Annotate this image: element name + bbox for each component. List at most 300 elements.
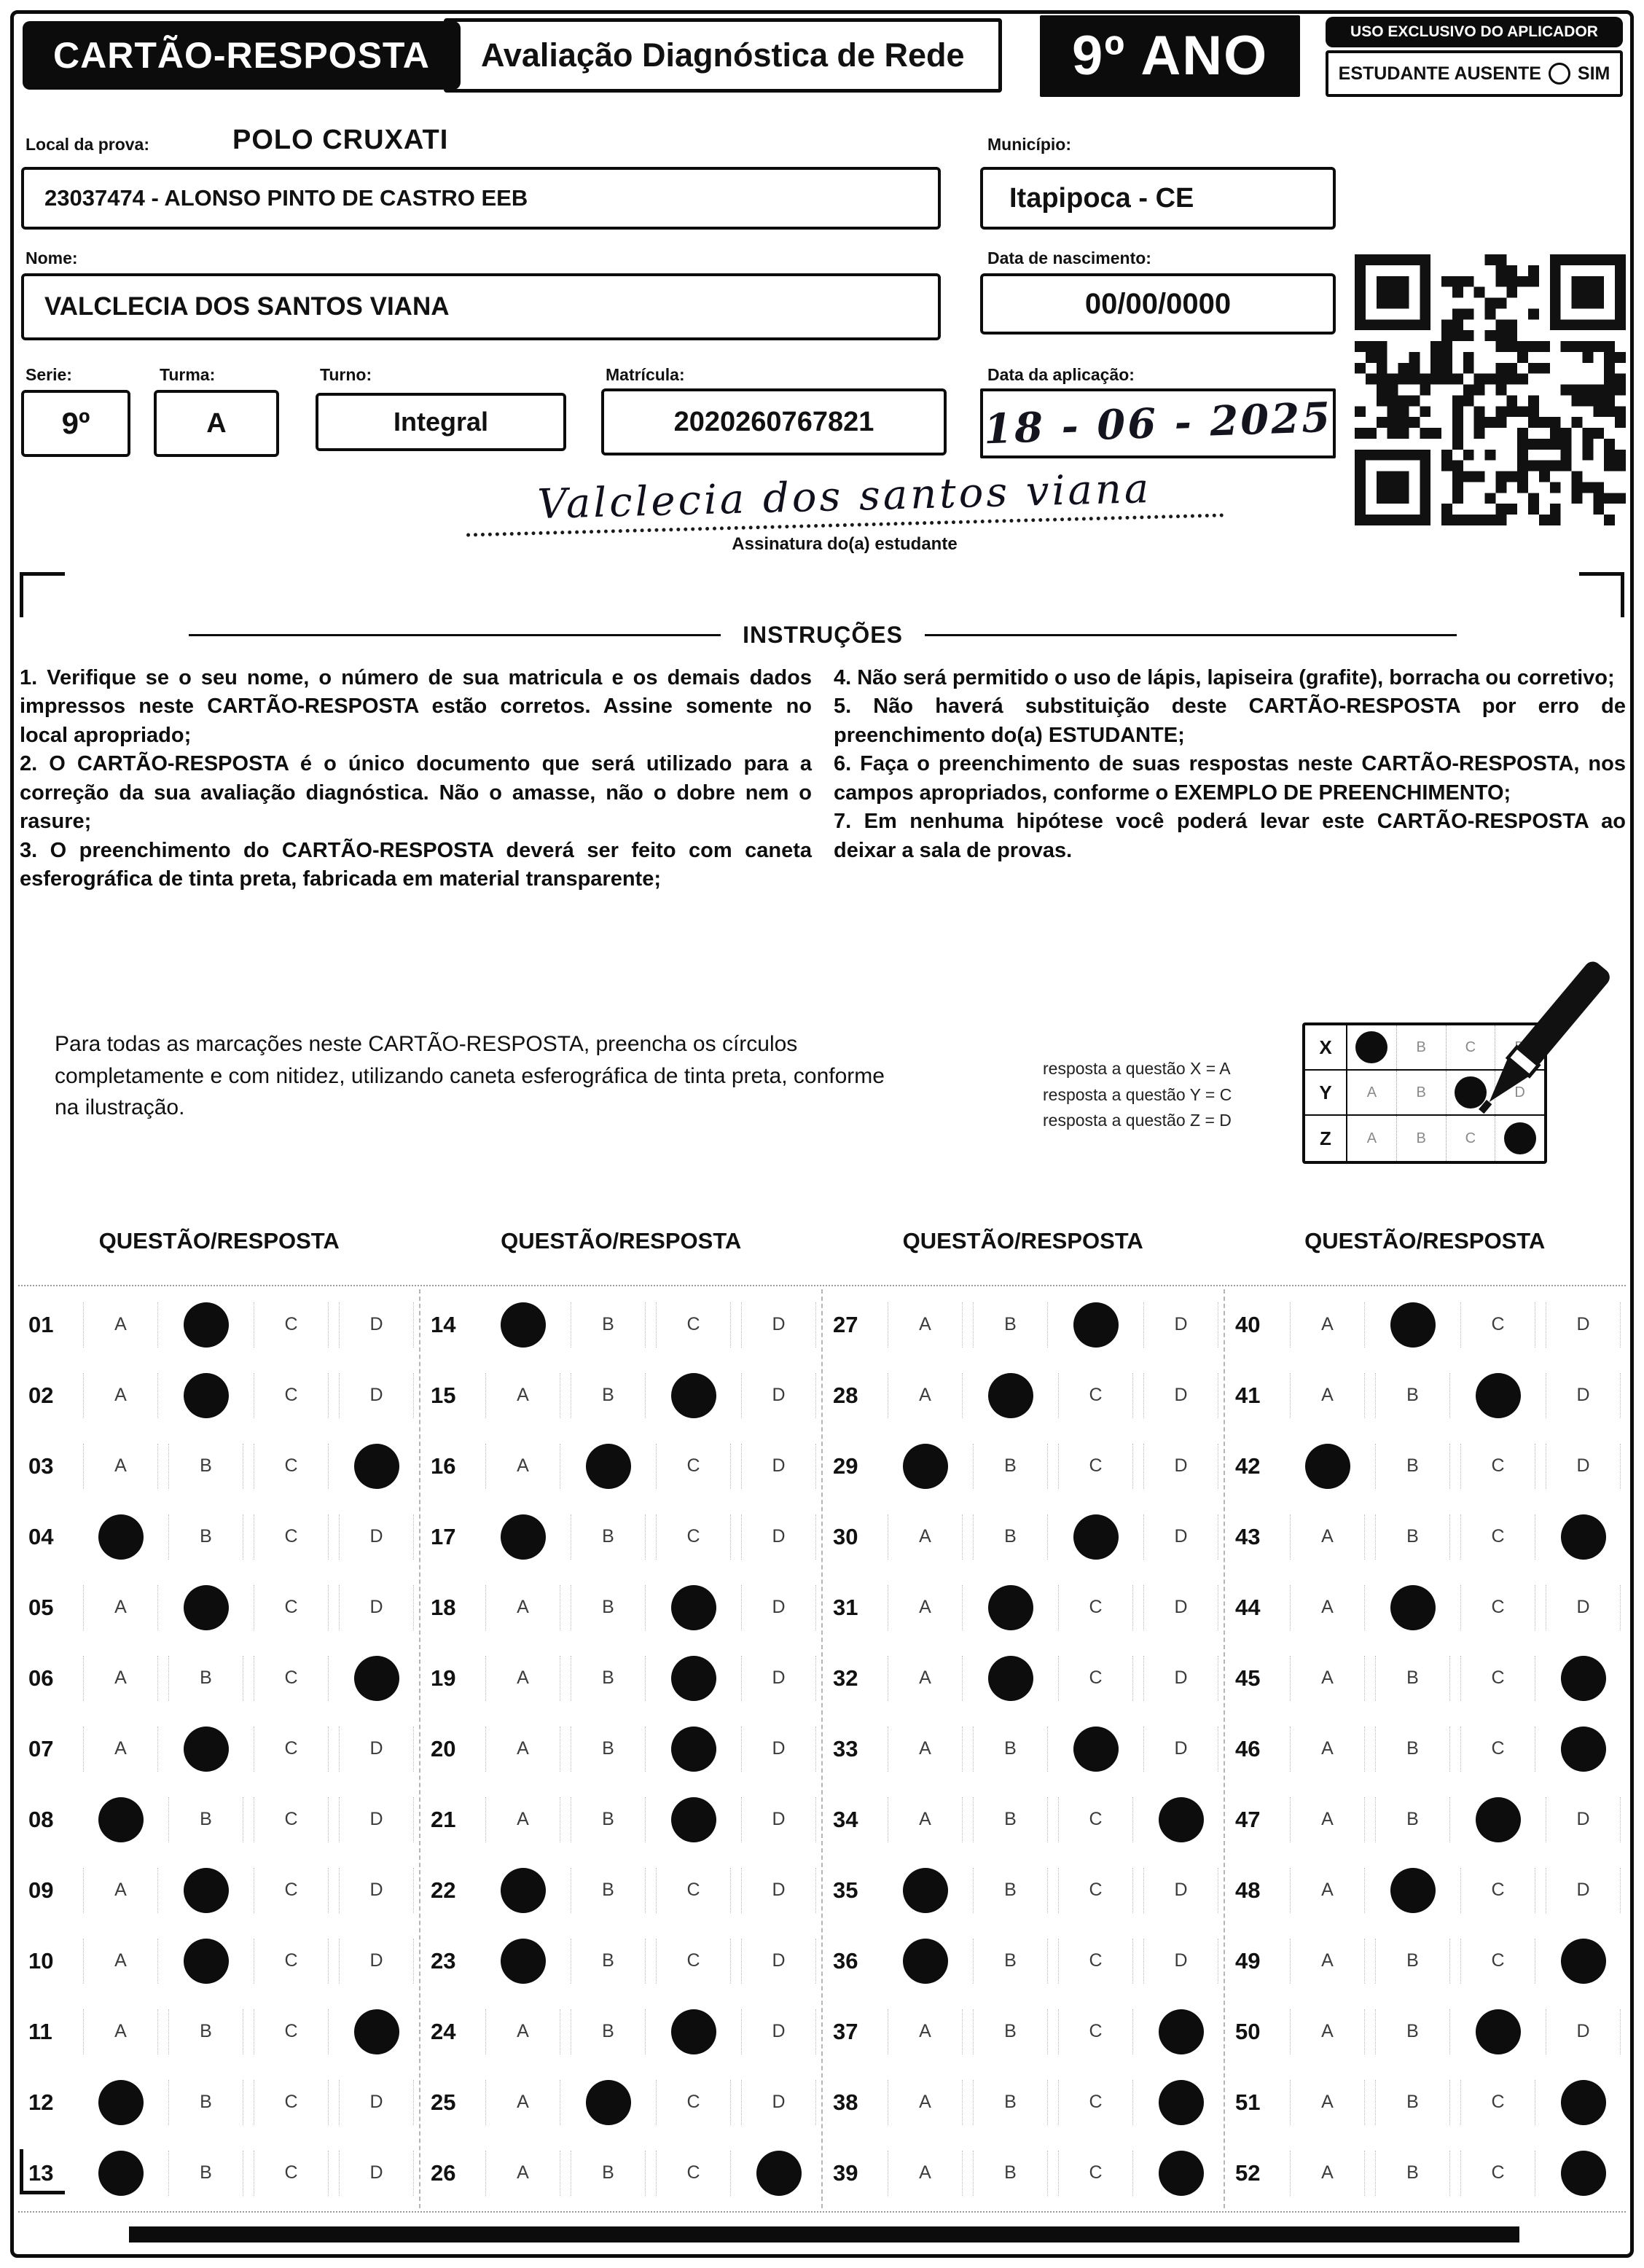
question-number: 45 bbox=[1235, 1665, 1261, 1691]
answer-bubble-C[interactable] bbox=[656, 1373, 731, 1418]
answer-bubble-C[interactable] bbox=[1058, 1302, 1133, 1348]
answer-bubble-D[interactable] bbox=[1546, 1939, 1621, 1984]
answer-bubble-C[interactable] bbox=[656, 1656, 731, 1701]
answer-bubble-A[interactable] bbox=[888, 1939, 963, 1984]
answer-bubble-B[interactable]: B bbox=[168, 2151, 243, 2196]
answer-bubble-A[interactable] bbox=[83, 2151, 158, 2196]
answer-bubble-B[interactable] bbox=[168, 1939, 243, 1984]
answer-bubble-D[interactable]: D bbox=[1143, 1585, 1218, 1630]
answer-bubble-B[interactable]: B bbox=[973, 1797, 1048, 1842]
answer-bubble-A[interactable]: A bbox=[83, 1373, 158, 1418]
answer-bubble-D[interactable] bbox=[1143, 1797, 1218, 1842]
filled-bubble bbox=[1561, 2080, 1606, 2125]
instruction-item: 6. Faça o preenchimento de suas respostas neste CARTÃO-RESPOSTA, nos campos apropriados, conforme o EXEMPLO DE PREENCHIMENTO; bbox=[834, 752, 1626, 805]
answer-column bbox=[18, 1289, 420, 2208]
answer-bubble-A[interactable]: A bbox=[83, 1868, 158, 1913]
answer-bubble-B[interactable]: B bbox=[571, 1373, 646, 1418]
answer-bubble-B[interactable]: B bbox=[973, 1868, 1048, 1913]
answer-bubble-B[interactable]: B bbox=[571, 1797, 646, 1842]
answer-bubble-A[interactable]: A bbox=[83, 1656, 158, 1701]
answer-bubble-D[interactable] bbox=[1546, 1514, 1621, 1560]
answer-bubble-D[interactable]: D bbox=[741, 2080, 816, 2125]
answer-bubble-B[interactable]: B bbox=[571, 2151, 646, 2196]
answer-bubble-C[interactable]: C bbox=[1058, 2080, 1133, 2125]
aplicacao-label: Data da aplicação: bbox=[987, 365, 1135, 384]
answer-column bbox=[1225, 1289, 1626, 2208]
answer-bubble-A[interactable]: A bbox=[485, 1797, 560, 1842]
answer-bubble-C[interactable]: C bbox=[254, 1585, 329, 1630]
municipio-field: Itapipoca - CE bbox=[980, 167, 1336, 230]
signature-caption: Assinatura do(a) estudante bbox=[732, 534, 958, 554]
filled-bubble bbox=[1159, 1797, 1204, 1842]
answer-bubble-A[interactable]: A bbox=[1290, 1514, 1365, 1560]
answer-bubble-D[interactable]: D bbox=[741, 1939, 816, 1984]
question-number: 46 bbox=[1235, 1735, 1261, 1761]
answer-bubble-D[interactable]: D bbox=[1143, 1302, 1218, 1348]
answer-bubble-B[interactable]: B bbox=[1375, 1727, 1450, 1772]
filled-bubble bbox=[501, 1868, 546, 1913]
answer-bubble-D[interactable]: D bbox=[339, 1373, 414, 1418]
aplicacao-field bbox=[980, 388, 1336, 458]
question-number: 41 bbox=[1235, 1382, 1261, 1408]
answer-bubble-D[interactable] bbox=[741, 2151, 816, 2196]
answer-bubble-C[interactable]: C bbox=[656, 1514, 731, 1560]
filled-bubble bbox=[671, 1585, 716, 1630]
filled-bubble bbox=[98, 1514, 144, 1560]
answer-bubble-B[interactable]: B bbox=[973, 1444, 1048, 1489]
answer-bubble-A[interactable]: A bbox=[485, 2009, 560, 2054]
answer-bubble-A[interactable]: A bbox=[1290, 1939, 1365, 1984]
example-row-label: X bbox=[1305, 1025, 1347, 1069]
answer-bubble-C[interactable]: C bbox=[254, 1444, 329, 1489]
answers-headers bbox=[18, 1228, 1626, 1254]
answer-bubble-D[interactable]: D bbox=[1546, 1585, 1621, 1630]
answer-bubble-B[interactable] bbox=[1375, 1868, 1450, 1913]
filled-bubble bbox=[184, 1585, 229, 1630]
answer-bubble-D[interactable] bbox=[1546, 2151, 1621, 2196]
answer-bubble-C[interactable]: C bbox=[1058, 1868, 1133, 1913]
answer-bubble-C[interactable]: C bbox=[1460, 2151, 1535, 2196]
answer-bubble-A[interactable]: A bbox=[1290, 2009, 1365, 2054]
answer-bubble-B[interactable] bbox=[973, 1656, 1048, 1701]
answer-bubble-A[interactable]: A bbox=[485, 2151, 560, 2196]
question-row bbox=[1225, 1713, 1626, 1784]
answer-bubble-A[interactable] bbox=[485, 1868, 560, 1913]
question-row bbox=[1225, 1360, 1626, 1431]
answer-bubble-C[interactable] bbox=[656, 1585, 731, 1630]
answers-column-header: QUESTÃO/RESPOSTA bbox=[902, 1228, 1143, 1254]
example-option-letter: B bbox=[1416, 1039, 1426, 1055]
answer-bubble-A[interactable]: A bbox=[83, 1939, 158, 1984]
example-cell bbox=[1347, 1116, 1397, 1161]
question-row bbox=[420, 1643, 821, 1713]
filled-bubble bbox=[988, 1373, 1033, 1418]
filled-bubble bbox=[501, 1514, 546, 1560]
answer-bubble-B[interactable] bbox=[1375, 1302, 1450, 1348]
question-number: 22 bbox=[431, 1877, 456, 1903]
instructions-title: INSTRUÇÕES bbox=[743, 622, 903, 648]
question-number: 39 bbox=[833, 2159, 858, 2186]
answer-bubble-B[interactable]: B bbox=[168, 1656, 243, 1701]
answer-bubble-D[interactable]: D bbox=[741, 1514, 816, 1560]
answer-bubble-C[interactable]: C bbox=[254, 1727, 329, 1772]
answer-bubble-B[interactable]: B bbox=[168, 1444, 243, 1489]
filled-bubble bbox=[988, 1585, 1033, 1630]
answer-bubble-A[interactable]: A bbox=[1290, 1373, 1365, 1418]
matricula-field: 2020260767821 bbox=[601, 388, 947, 455]
answer-bubble-A[interactable]: A bbox=[1290, 1727, 1365, 1772]
answer-bubble-C[interactable]: C bbox=[1460, 1302, 1535, 1348]
answer-column bbox=[823, 1289, 1225, 2208]
answer-bubble-B[interactable]: B bbox=[1375, 1514, 1450, 1560]
answer-bubble-B[interactable]: B bbox=[973, 1514, 1048, 1560]
answer-bubble-C[interactable]: C bbox=[254, 2080, 329, 2125]
answer-bubble-B[interactable]: B bbox=[1375, 1373, 1450, 1418]
example-legend bbox=[1043, 1056, 1298, 1134]
answer-bubble-B[interactable] bbox=[571, 2080, 646, 2125]
answer-bubble-D[interactable] bbox=[339, 1656, 414, 1701]
answer-bubble-D[interactable]: D bbox=[741, 1585, 816, 1630]
question-row bbox=[18, 1572, 419, 1643]
question-number: 38 bbox=[833, 2089, 858, 2115]
answer-bubble-D[interactable]: D bbox=[1546, 1797, 1621, 1842]
answer-bubble-C[interactable] bbox=[1460, 1373, 1535, 1418]
answer-bubble-C[interactable]: C bbox=[254, 1302, 329, 1348]
answer-bubble-A[interactable]: A bbox=[83, 2009, 158, 2054]
answer-bubble-C[interactable]: C bbox=[1460, 1585, 1535, 1630]
divider-line bbox=[925, 634, 1457, 636]
answer-bubble-C[interactable] bbox=[656, 1797, 731, 1842]
answer-bubble-C[interactable] bbox=[656, 1727, 731, 1772]
answer-bubble-B[interactable]: B bbox=[973, 2151, 1048, 2196]
answer-bubble-C[interactable]: C bbox=[1460, 1868, 1535, 1913]
answer-bubble-D[interactable]: D bbox=[1143, 1939, 1218, 1984]
example-legend-line: resposta a questão X = A bbox=[1043, 1059, 1231, 1078]
answer-bubble-B[interactable]: B bbox=[571, 1585, 646, 1630]
answer-bubble-A[interactable]: A bbox=[1290, 1302, 1365, 1348]
absent-option-label: SIM bbox=[1577, 63, 1610, 84]
answer-bubble-B[interactable]: B bbox=[1375, 1797, 1450, 1842]
answer-bubble-D[interactable]: D bbox=[741, 1797, 816, 1842]
answer-bubble-C[interactable]: C bbox=[254, 1868, 329, 1913]
answer-bubble-B[interactable] bbox=[1375, 1585, 1450, 1630]
answer-bubble-D[interactable]: D bbox=[1143, 1727, 1218, 1772]
answer-bubble-A[interactable]: A bbox=[888, 1797, 963, 1842]
answer-bubble-B[interactable] bbox=[168, 1302, 243, 1348]
answer-bubble-B[interactable]: B bbox=[1375, 2151, 1450, 2196]
answer-bubble-D[interactable] bbox=[1546, 2080, 1621, 2125]
answer-bubble-C[interactable]: C bbox=[1460, 1514, 1535, 1560]
answer-bubble-D[interactable]: D bbox=[1143, 1444, 1218, 1489]
answer-bubble-D[interactable]: D bbox=[741, 1868, 816, 1913]
answer-bubble-A[interactable] bbox=[888, 1444, 963, 1489]
answer-bubble-A[interactable]: A bbox=[485, 1444, 560, 1489]
question-row bbox=[18, 1289, 419, 1360]
answer-bubble-D[interactable]: D bbox=[1546, 1444, 1621, 1489]
absent-bubble[interactable] bbox=[1549, 63, 1570, 85]
question-number: 51 bbox=[1235, 2089, 1261, 2115]
answer-bubble-A[interactable] bbox=[888, 1868, 963, 1913]
answer-bubble-B[interactable] bbox=[571, 1444, 646, 1489]
answer-bubble-C[interactable]: C bbox=[1460, 2080, 1535, 2125]
answer-bubble-A[interactable]: A bbox=[1290, 2151, 1365, 2196]
answer-bubble-C[interactable] bbox=[1460, 2009, 1535, 2054]
answer-bubble-C[interactable]: C bbox=[1460, 1939, 1535, 1984]
answer-bubble-B[interactable]: B bbox=[973, 1939, 1048, 1984]
question-number: 48 bbox=[1235, 1877, 1261, 1903]
answer-bubble-A[interactable]: A bbox=[888, 1373, 963, 1418]
answer-bubble-A[interactable]: A bbox=[888, 2009, 963, 2054]
answer-bubble-A[interactable] bbox=[485, 1302, 560, 1348]
question-number: 50 bbox=[1235, 2018, 1261, 2044]
example-cell bbox=[1347, 1025, 1397, 1069]
question-row bbox=[823, 1643, 1224, 1713]
question-number: 03 bbox=[28, 1452, 54, 1479]
answer-bubble-B[interactable]: B bbox=[571, 2009, 646, 2054]
filled-bubble bbox=[671, 1727, 716, 1772]
question-number: 34 bbox=[833, 1806, 858, 1832]
answer-bubble-D[interactable]: D bbox=[339, 1939, 414, 1984]
answer-bubble-B[interactable]: B bbox=[973, 2009, 1048, 2054]
answer-bubble-C[interactable]: C bbox=[1058, 1939, 1133, 1984]
answer-bubble-A[interactable]: A bbox=[888, 1514, 963, 1560]
answer-bubble-D[interactable]: D bbox=[1546, 1868, 1621, 1913]
answer-bubble-D[interactable]: D bbox=[741, 1656, 816, 1701]
question-number: 18 bbox=[431, 1594, 456, 1620]
answer-bubble-B[interactable]: B bbox=[168, 2080, 243, 2125]
question-row bbox=[823, 2138, 1224, 2208]
answer-bubble-D[interactable]: D bbox=[741, 2009, 816, 2054]
instructions-header bbox=[189, 622, 1457, 649]
answer-bubble-A[interactable] bbox=[485, 1939, 560, 1984]
answer-bubble-D[interactable]: D bbox=[1546, 1302, 1621, 1348]
answer-bubble-C[interactable] bbox=[1460, 1797, 1535, 1842]
question-row bbox=[420, 1431, 821, 1501]
answer-bubble-A[interactable] bbox=[1290, 1444, 1365, 1489]
answer-bubble-B[interactable] bbox=[168, 1585, 243, 1630]
answer-bubble-A[interactable]: A bbox=[888, 2151, 963, 2196]
answer-bubble-A[interactable]: A bbox=[485, 1373, 560, 1418]
answer-bubble-A[interactable]: A bbox=[83, 1585, 158, 1630]
answer-bubble-C[interactable]: C bbox=[254, 2151, 329, 2196]
answer-bubble-B[interactable]: B bbox=[973, 2080, 1048, 2125]
answer-bubble-B[interactable]: B bbox=[571, 1939, 646, 1984]
aplicacao-handwritten-date: 18 - 06 - 2025 bbox=[982, 393, 1334, 454]
answer-bubble-A[interactable]: A bbox=[83, 1444, 158, 1489]
filled-bubble bbox=[903, 1444, 948, 1489]
answer-bubble-C[interactable]: C bbox=[1058, 2151, 1133, 2196]
answer-bubble-D[interactable]: D bbox=[339, 1585, 414, 1630]
question-number: 28 bbox=[833, 1382, 858, 1408]
answer-bubble-D[interactable]: D bbox=[339, 1302, 414, 1348]
filled-bubble bbox=[1561, 1656, 1606, 1701]
answer-bubble-C[interactable]: C bbox=[1460, 1656, 1535, 1701]
answer-bubble-C[interactable] bbox=[1058, 1514, 1133, 1560]
filled-bubble bbox=[988, 1656, 1033, 1701]
answer-bubble-B[interactable]: B bbox=[571, 1868, 646, 1913]
filled-bubble bbox=[586, 1444, 631, 1489]
answer-bubble-C[interactable]: C bbox=[656, 2080, 731, 2125]
answer-bubble-B[interactable] bbox=[973, 1373, 1048, 1418]
answer-bubble-B[interactable]: B bbox=[571, 1514, 646, 1560]
answer-bubble-C[interactable]: C bbox=[656, 1302, 731, 1348]
grade-badge: 9º ANO bbox=[1040, 15, 1300, 97]
filled-bubble bbox=[1476, 1373, 1521, 1418]
answer-bubble-A[interactable] bbox=[83, 2080, 158, 2125]
answer-bubble-C[interactable]: C bbox=[656, 1868, 731, 1913]
answer-bubble-B[interactable]: B bbox=[1375, 2080, 1450, 2125]
instructions-right bbox=[834, 664, 1626, 894]
answer-bubble-C[interactable]: C bbox=[254, 1939, 329, 1984]
answer-bubble-C[interactable]: C bbox=[254, 2009, 329, 2054]
answer-bubble-B[interactable]: B bbox=[1375, 2009, 1450, 2054]
answer-bubble-C[interactable]: C bbox=[1058, 1656, 1133, 1701]
answer-bubble-D[interactable]: D bbox=[1143, 1514, 1218, 1560]
example-row-label: Z bbox=[1305, 1116, 1347, 1161]
answer-bubble-D[interactable]: D bbox=[1143, 1656, 1218, 1701]
answer-bubble-A[interactable]: A bbox=[888, 1727, 963, 1772]
answer-bubble-A[interactable]: A bbox=[83, 1302, 158, 1348]
question-row bbox=[18, 1501, 419, 1572]
card-title: CARTÃO-RESPOSTA bbox=[23, 21, 461, 90]
answer-bubble-D[interactable]: D bbox=[741, 1444, 816, 1489]
answer-bubble-B[interactable]: B bbox=[571, 1302, 646, 1348]
filled-bubble bbox=[184, 1939, 229, 1984]
question-number: 24 bbox=[431, 2018, 456, 2044]
answer-bubble-B[interactable] bbox=[168, 1727, 243, 1772]
turma-field: A bbox=[154, 390, 279, 457]
answer-bubble-C[interactable]: C bbox=[1460, 1444, 1535, 1489]
question-number: 17 bbox=[431, 1523, 456, 1549]
answer-bubble-A[interactable] bbox=[485, 1514, 560, 1560]
question-number: 29 bbox=[833, 1452, 858, 1479]
answer-bubble-D[interactable] bbox=[1143, 2151, 1218, 2196]
answer-bubble-C[interactable]: C bbox=[1058, 1797, 1133, 1842]
answer-bubble-A[interactable]: A bbox=[888, 1585, 963, 1630]
answer-bubble-B[interactable]: B bbox=[168, 1514, 243, 1560]
answer-bubble-C[interactable]: C bbox=[1058, 1444, 1133, 1489]
answer-bubble-D[interactable]: D bbox=[741, 1373, 816, 1418]
serie-field: 9º bbox=[21, 390, 130, 457]
answer-bubble-A[interactable]: A bbox=[888, 1656, 963, 1701]
answer-bubble-D[interactable]: D bbox=[1143, 1373, 1218, 1418]
answer-bubble-D[interactable]: D bbox=[339, 2151, 414, 2196]
answer-bubble-A[interactable] bbox=[83, 1514, 158, 1560]
answer-bubble-B[interactable]: B bbox=[571, 1727, 646, 1772]
answer-bubble-C[interactable]: C bbox=[1058, 2009, 1133, 2054]
answer-bubble-B[interactable]: B bbox=[168, 2009, 243, 2054]
answer-bubble-D[interactable] bbox=[339, 2009, 414, 2054]
answer-bubble-D[interactable]: D bbox=[741, 1302, 816, 1348]
answer-bubble-D[interactable]: D bbox=[339, 2080, 414, 2125]
answer-bubble-C[interactable]: C bbox=[1058, 1373, 1133, 1418]
answer-bubble-B[interactable]: B bbox=[1375, 1444, 1450, 1489]
filled-bubble bbox=[586, 2080, 631, 2125]
answer-bubble-D[interactable]: D bbox=[339, 1727, 414, 1772]
answer-bubble-C[interactable] bbox=[656, 2009, 731, 2054]
question-row bbox=[420, 1289, 821, 1360]
answer-bubble-D[interactable] bbox=[1546, 1727, 1621, 1772]
answer-bubble-C[interactable]: C bbox=[254, 1373, 329, 1418]
question-number: 52 bbox=[1235, 2159, 1261, 2186]
answer-bubble-A[interactable]: A bbox=[485, 1585, 560, 1630]
filled-bubble bbox=[98, 1797, 144, 1842]
answer-bubble-B[interactable]: B bbox=[973, 1727, 1048, 1772]
answer-bubble-A[interactable]: A bbox=[485, 1656, 560, 1701]
answer-bubble-C[interactable]: C bbox=[656, 1444, 731, 1489]
answer-bubble-A[interactable] bbox=[83, 1797, 158, 1842]
answer-bubble-D[interactable]: D bbox=[339, 1797, 414, 1842]
answer-bubble-A[interactable]: A bbox=[83, 1727, 158, 1772]
question-number: 16 bbox=[431, 1452, 456, 1479]
answer-bubble-C[interactable]: C bbox=[254, 1797, 329, 1842]
answer-bubble-A[interactable]: A bbox=[1290, 1868, 1365, 1913]
question-row bbox=[18, 1855, 419, 1925]
answer-bubble-B[interactable]: B bbox=[1375, 1656, 1450, 1701]
answer-bubble-A[interactable]: A bbox=[485, 2080, 560, 2125]
question-number: 42 bbox=[1235, 1452, 1261, 1479]
question-number: 44 bbox=[1235, 1594, 1261, 1620]
answer-bubble-C[interactable] bbox=[1058, 1727, 1133, 1772]
answer-bubble-A[interactable]: A bbox=[1290, 1585, 1365, 1630]
answer-bubble-D[interactable] bbox=[1143, 2009, 1218, 2054]
answer-bubble-D[interactable]: D bbox=[1546, 2009, 1621, 2054]
answer-bubble-D[interactable]: D bbox=[1546, 1373, 1621, 1418]
answer-bubble-A[interactable]: A bbox=[1290, 2080, 1365, 2125]
question-row bbox=[1225, 1501, 1626, 1572]
answer-bubble-C[interactable]: C bbox=[656, 2151, 731, 2196]
answer-bubble-D[interactable]: D bbox=[741, 1727, 816, 1772]
question-number: 43 bbox=[1235, 1523, 1261, 1549]
answer-bubble-C[interactable]: C bbox=[1460, 1727, 1535, 1772]
question-number: 30 bbox=[833, 1523, 858, 1549]
filled-bubble bbox=[1561, 1939, 1606, 1984]
answer-bubble-B[interactable]: B bbox=[168, 1797, 243, 1842]
filled-bubble bbox=[1073, 1302, 1119, 1348]
answer-bubble-D[interactable] bbox=[1143, 2080, 1218, 2125]
question-row bbox=[1225, 1431, 1626, 1501]
question-row bbox=[18, 1643, 419, 1713]
answer-bubble-B[interactable] bbox=[168, 1373, 243, 1418]
nome-label: Nome: bbox=[26, 249, 78, 267]
answer-bubble-A[interactable]: A bbox=[485, 1727, 560, 1772]
answer-bubble-A[interactable]: A bbox=[888, 1302, 963, 1348]
answer-bubble-D[interactable] bbox=[339, 1444, 414, 1489]
filled-bubble bbox=[1355, 1031, 1387, 1063]
answer-bubble-A[interactable]: A bbox=[1290, 1797, 1365, 1842]
filled-bubble bbox=[671, 1656, 716, 1701]
answer-bubble-B[interactable]: B bbox=[973, 1302, 1048, 1348]
answer-bubble-A[interactable]: A bbox=[888, 2080, 963, 2125]
answer-bubble-C[interactable]: C bbox=[254, 1514, 329, 1560]
question-number: 36 bbox=[833, 1947, 858, 1974]
answer-bubble-B[interactable] bbox=[973, 1585, 1048, 1630]
answer-bubble-D[interactable]: D bbox=[339, 1514, 414, 1560]
answer-bubble-C[interactable]: C bbox=[1058, 1585, 1133, 1630]
question-number: 49 bbox=[1235, 1947, 1261, 1974]
question-number: 27 bbox=[833, 1311, 858, 1337]
answer-bubble-A[interactable]: A bbox=[1290, 1656, 1365, 1701]
answer-bubble-D[interactable] bbox=[1546, 1656, 1621, 1701]
question-row bbox=[1225, 1925, 1626, 1996]
answer-bubble-B[interactable] bbox=[168, 1868, 243, 1913]
answer-bubble-B[interactable]: B bbox=[1375, 1939, 1450, 1984]
answer-bubble-C[interactable]: C bbox=[656, 1939, 731, 1984]
answer-bubble-D[interactable]: D bbox=[1143, 1868, 1218, 1913]
answer-bubble-D[interactable]: D bbox=[339, 1868, 414, 1913]
answer-bubble-C[interactable]: C bbox=[254, 1656, 329, 1701]
answer-bubble-B[interactable]: B bbox=[571, 1656, 646, 1701]
